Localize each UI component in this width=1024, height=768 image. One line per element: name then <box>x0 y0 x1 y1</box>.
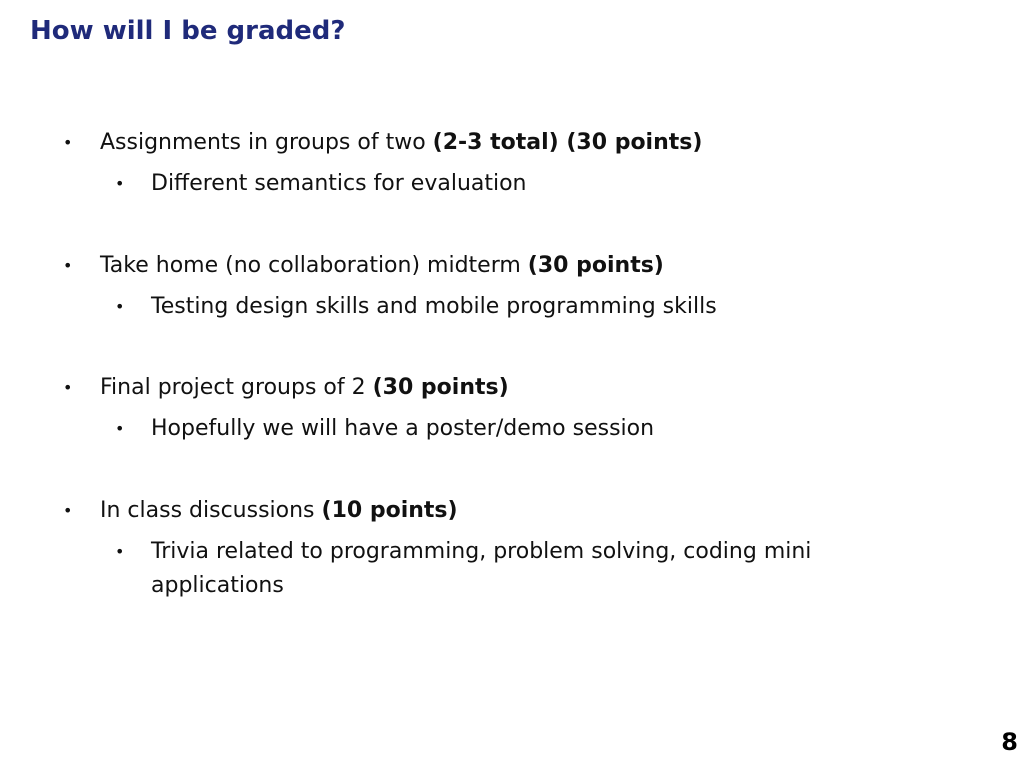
sub-bullet-skills <box>115 290 717 324</box>
sub-bullet-text: Trivia related to programming, problem solving, coding mini applications <box>151 539 812 598</box>
bullet-points-label: (30 points) <box>527 253 664 278</box>
page-number: 8 <box>1001 728 1018 756</box>
bullet-dot-icon: • <box>63 256 73 275</box>
bullet-text: Assignments in groups of two (2-3 total) (30 points) <box>100 130 703 155</box>
bullet-points-label: (10 points) <box>321 498 458 523</box>
slide-title: How will I be graded? <box>30 16 346 46</box>
sub-bullet-text: Hopefully we will have a poster/demo session <box>151 416 655 441</box>
bullet-dot-icon: • <box>115 174 125 193</box>
bullet-dot-icon: • <box>115 542 125 561</box>
bullet-points-label: (30 points) <box>372 375 509 400</box>
sub-bullet-trivia <box>115 535 871 603</box>
bullet-dot-icon: • <box>63 501 73 520</box>
bullet-points-label: (2-3 total) (30 points) <box>432 130 703 155</box>
sub-bullet-poster <box>115 412 655 446</box>
bullet-dot-icon: • <box>63 133 73 152</box>
bullet-dot-icon: • <box>63 378 73 397</box>
bullet-midterm <box>63 249 664 283</box>
sub-bullet-evaluation <box>115 167 527 201</box>
bullet-discussions <box>63 494 458 528</box>
sub-bullet-text: Testing design skills and mobile programming skills <box>151 294 717 319</box>
bullet-text: Final project groups of 2 (30 points) <box>100 375 509 400</box>
bullet-assignments <box>63 126 703 160</box>
bullet-final-project <box>63 371 509 405</box>
sub-bullet-text: Different semantics for evaluation <box>151 171 527 196</box>
bullet-text: Take home (no collaboration) midterm (30 points) <box>100 253 664 278</box>
bullet-dot-icon: • <box>115 297 125 316</box>
bullet-text: In class discussions (10 points) <box>100 498 458 523</box>
bullet-dot-icon: • <box>115 419 125 438</box>
